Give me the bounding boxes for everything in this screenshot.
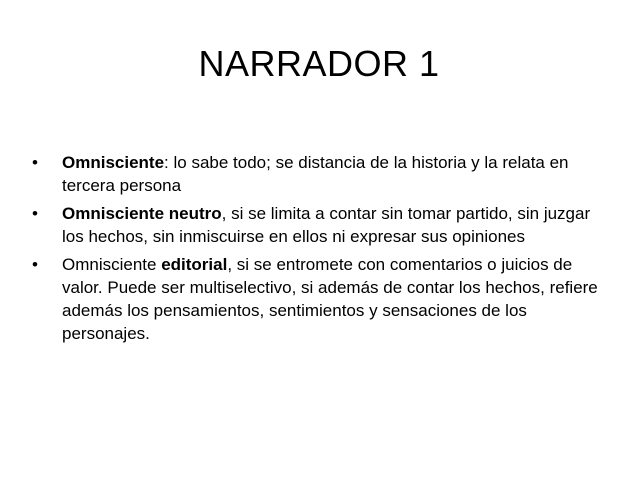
bullet-item-omnisciente-neutro xyxy=(32,202,612,248)
bullet-item-omnisciente xyxy=(32,151,612,197)
slide-title: NARRADOR 1 xyxy=(198,43,440,84)
bullet-term: Omnisciente neutro xyxy=(62,204,222,223)
bullet-lead: Omnisciente xyxy=(62,255,162,274)
bullet-list xyxy=(32,151,612,350)
bullet-text: : lo sabe todo; se distancia de la historia y la relata en tercera persona xyxy=(62,153,569,195)
bullet-icon: • xyxy=(32,204,38,223)
bullet-icon: • xyxy=(32,255,38,274)
bullet-icon: • xyxy=(32,153,38,172)
bullet-text: , si se limita a contar sin tomar partido, sin juzgar los hechos, sin inmiscuirse en ellos ni expresar sus opiniones xyxy=(62,204,591,246)
bullet-term: Omnisciente xyxy=(62,153,165,172)
bullet-term: editorial xyxy=(161,255,228,274)
bullet-text: , si se entromete con comentarios o juicios de valor. Puede ser multiselectivo, si además de contar los hechos, refiere además los pensamientos, sentimientos y sensaciones de los personajes. xyxy=(62,255,598,343)
bullet-item-omnisciente-editorial xyxy=(32,253,612,345)
